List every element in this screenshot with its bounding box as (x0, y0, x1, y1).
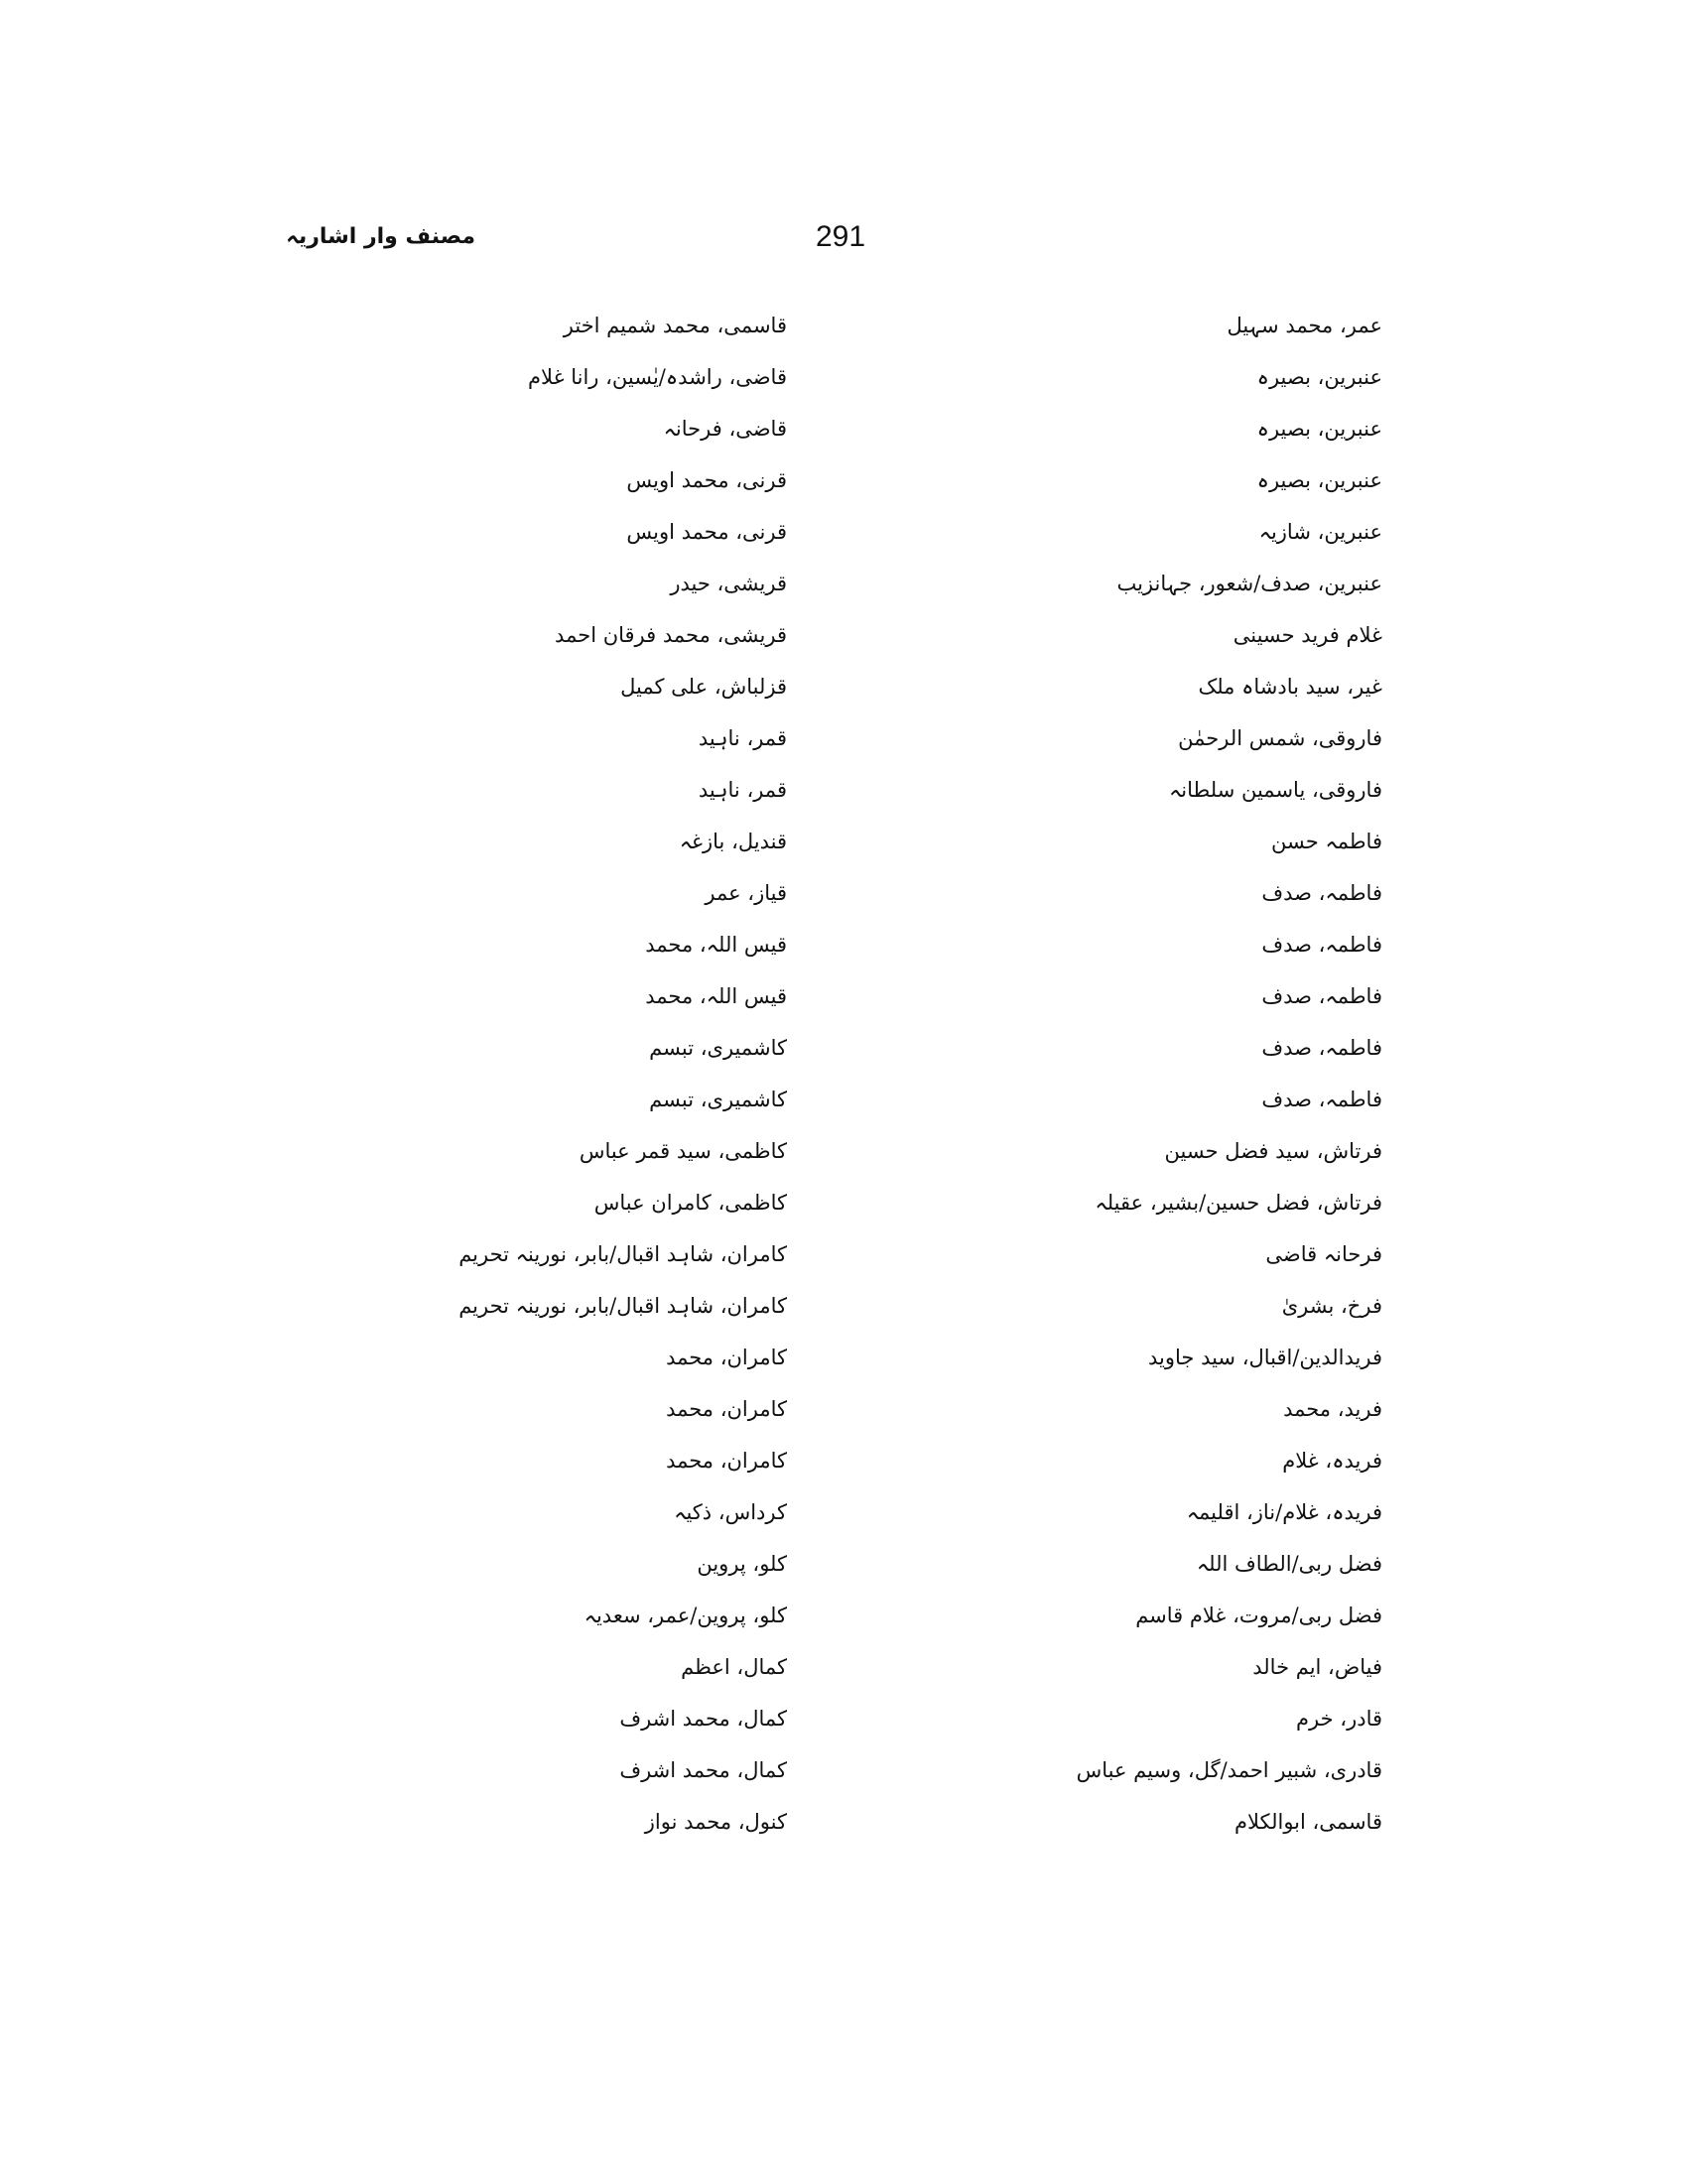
index-entry: قریشی، حیدر (670, 572, 787, 595)
index-entry: فریدہ، غلام (1282, 1449, 1382, 1473)
index-entry: قمر، ناہید (698, 726, 787, 750)
index-entry: عنبرین، صدف/شعور، جہانزیب (1116, 572, 1382, 595)
page-header (0, 220, 1688, 270)
index-entry: عنبرین، بصیرہ (1256, 468, 1382, 492)
index-entry: قزلباش، علی کمیل (620, 675, 787, 699)
index-entry: غیر، سید بادشاہ ملک (1198, 675, 1382, 699)
index-entry: قیاز، عمر (705, 881, 787, 905)
index-entry: کمال، محمد اشرف (619, 1758, 787, 1782)
index-entry: فرید، محمد (1283, 1397, 1382, 1421)
index-entry: فریدالدین/اقبال، سید جاوید (1148, 1346, 1382, 1369)
index-entry: کرداس، ذکیہ (674, 1500, 787, 1524)
index-entry: کامران، شاہد اقبال/بابر، نورینہ تحریم (458, 1242, 787, 1266)
index-entry: غلام فرید حسینی (1233, 623, 1382, 647)
index-entry: عنبرین، بصیرہ (1256, 365, 1382, 389)
index-entry: فیاض، ایم خالد (1252, 1655, 1382, 1679)
index-entry: قادری، شبیر احمد/گل، وسیم عباس (1076, 1758, 1382, 1782)
index-column-left (458, 300, 787, 1848)
index-entry: کاظمی، سید قمر عباس (579, 1139, 787, 1163)
index-entry: فضل ربی/مروت، غلام قاسم (1135, 1604, 1382, 1627)
index-entry: کلو، پروین/عمر، سعدیہ (584, 1604, 787, 1627)
index-column-right (1077, 300, 1382, 1848)
index-entry: عمر، محمد سہیل (1227, 314, 1382, 337)
index-entry: قریشی، محمد فرقان احمد (555, 623, 787, 647)
page-number: 291 (816, 220, 866, 253)
index-entry: قیس اللہ، محمد (645, 933, 787, 957)
index-entry: قاسمی، ابوالکلام (1234, 1810, 1382, 1834)
index-entry: فاروقی، شمس الرحمٰن (1178, 726, 1382, 750)
index-entry: کامران، محمد (666, 1346, 787, 1369)
index-entry: فاطمہ، صدف (1261, 881, 1382, 905)
index-entry: فرتاش، سید فضل حسین (1164, 1139, 1382, 1163)
index-entry: فضل ربی/الطاف اللہ (1196, 1552, 1382, 1576)
index-entry: عنبرین، بصیرہ (1256, 417, 1382, 441)
index-entry: قاضی، فرحانہ (663, 417, 787, 441)
index-entry: فاطمہ، صدف (1261, 984, 1382, 1008)
index-entry: قادر، خرم (1296, 1707, 1382, 1731)
index-entry: کنول، محمد نواز (644, 1810, 787, 1834)
index-entry: قاضی، راشدہ/یٰسین، رانا غلام (528, 365, 787, 389)
index-entry: کاظمی، کامران عباس (593, 1191, 787, 1215)
index-entry: فرحانہ قاضی (1265, 1242, 1382, 1266)
index-entry: کامران، محمد (666, 1397, 787, 1421)
index-entry: فاطمہ حسن (1271, 830, 1382, 853)
index-entry: کاشمیری، تبسم (649, 1036, 787, 1060)
index-entry: قیس اللہ، محمد (645, 984, 787, 1008)
index-entry: قرنی، محمد اویس (626, 520, 787, 544)
index-entry: فاروقی، یاسمین سلطانہ (1168, 778, 1382, 802)
index-entry: فرتاش، فضل حسین/بشیر، عقیلہ (1095, 1191, 1382, 1215)
index-entry: عنبرین، شازیہ (1258, 520, 1382, 544)
index-entry: فاطمہ، صدف (1261, 1088, 1382, 1111)
index-title: مصنف وار اشاریہ (286, 224, 475, 249)
index-entry: قرنی، محمد اویس (626, 468, 787, 492)
index-entry: فریدہ، غلام/ناز، اقلیمہ (1186, 1500, 1382, 1524)
index-entry: کلو، پروین (697, 1552, 787, 1576)
index-entry: فاطمہ، صدف (1261, 933, 1382, 957)
index-entry: کامران، محمد (666, 1449, 787, 1473)
index-entry: کامران، شاہد اقبال/بابر، نورینہ تحریم (458, 1294, 787, 1318)
index-entry: کاشمیری، تبسم (649, 1088, 787, 1111)
index-entry: فاطمہ، صدف (1261, 1036, 1382, 1060)
index-entry: قمر، ناہید (698, 778, 787, 802)
index-entry: کمال، اعظم (681, 1655, 787, 1679)
index-entry: کمال، محمد اشرف (619, 1707, 787, 1731)
index-entry: قندیل، بازغہ (679, 830, 787, 853)
index-entry: قاسمی، محمد شمیم اختر (563, 314, 787, 337)
index-entry: فرخ، بشریٰ (1281, 1294, 1382, 1318)
